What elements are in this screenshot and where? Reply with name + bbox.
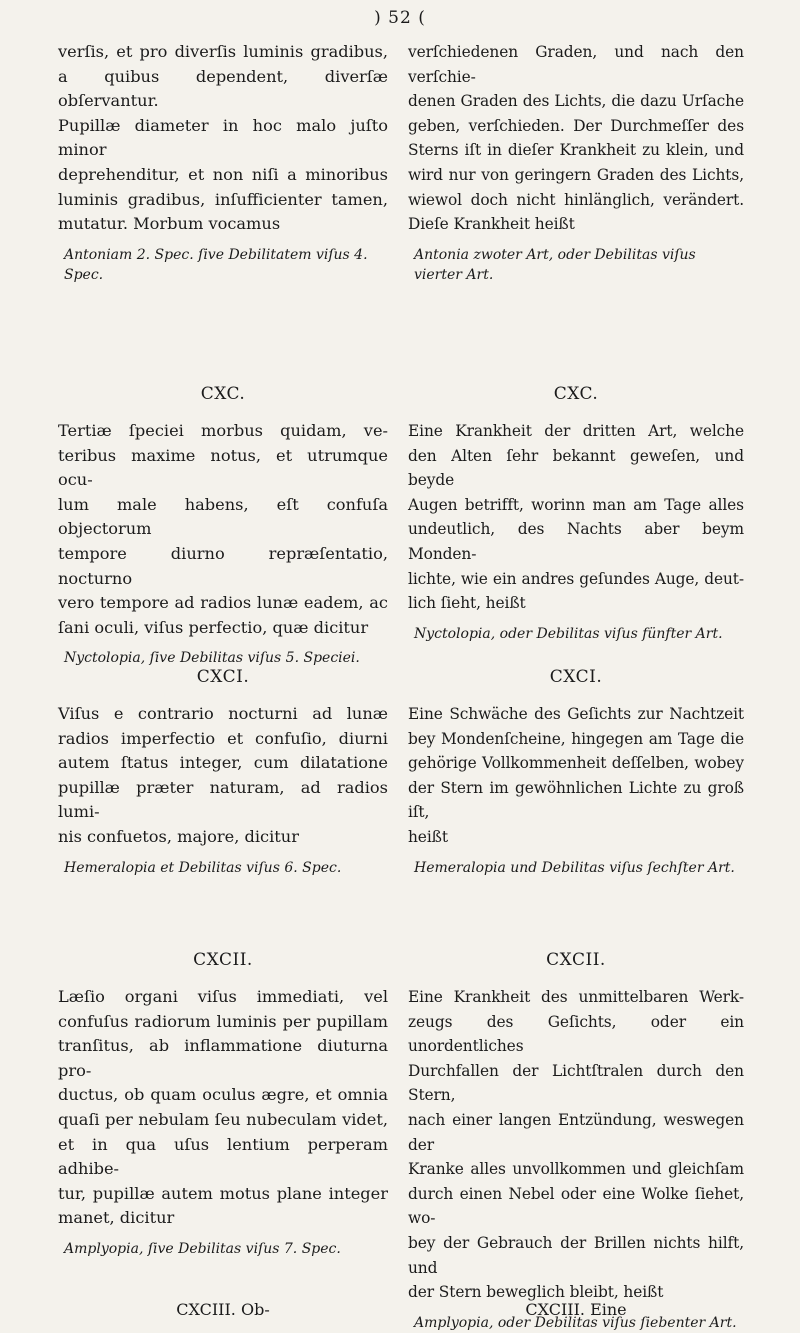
text-line: der Stern im gewöhnlichen Lichte zu groß iſt, bbox=[408, 778, 744, 822]
text-line: Eine Schwäche des Geſichts zur Nachtzeit bbox=[408, 705, 744, 723]
text-line: Viſus e contrario nocturni ad lunæ bbox=[58, 704, 388, 723]
text-line: ſani oculi, viſus perfectio, quæ dicitur bbox=[58, 617, 369, 637]
text-line: durch einen Nebel oder eine Wolke ſiehet, wo- bbox=[408, 1184, 744, 1228]
text-line: radios imperfectio et confuſio, diurni bbox=[58, 728, 388, 748]
text-line: undeutlich, des Nachts aber beym Monden- bbox=[408, 520, 744, 563]
page-number: ) 52 ( bbox=[374, 8, 426, 28]
section-heading: CXCII. bbox=[193, 950, 253, 970]
section-heading: CXC. bbox=[200, 384, 246, 404]
text-line: der Stern beweglich bleibt, heißt bbox=[408, 1283, 664, 1302]
section-0 bbox=[58, 40, 388, 345]
text-line: Læſio organi viſus immediati, vel bbox=[58, 987, 388, 1006]
section-heading: CXC. bbox=[553, 384, 599, 404]
text-line: pupillæ præter naturam, ad radios lumi- bbox=[58, 777, 388, 822]
text-line: nach einer langen Entzündung, weswegen der bbox=[408, 1110, 744, 1154]
text-line: ductus, ob quam oculus ægre, et omnia bbox=[58, 1085, 388, 1105]
text-line: Sterns iſt in dieſer Krankheit zu klein, und bbox=[408, 141, 744, 160]
section-heading: CXCII. bbox=[546, 950, 606, 970]
text-line: lichte, wie ein andres geſundes Auge, deut- bbox=[408, 569, 744, 588]
text-line: verſchiedenen Graden, und nach den verſchie- bbox=[408, 43, 744, 86]
text-line: teribus maxime notus, et utrumque ocu- bbox=[58, 445, 388, 490]
section-3 bbox=[58, 949, 388, 1274]
text-line: quaſi per nebulam ſeu nubeculam videt, bbox=[58, 1109, 388, 1129]
text-line: Tertiæ ſpeciei morbus quidam, ve- bbox=[58, 421, 388, 440]
text-line: bey Mondenſcheine, hingegen am Tage die bbox=[408, 729, 744, 748]
text-line: Dieſe Krankheit heißt bbox=[408, 215, 575, 234]
text-line: Augen betrifft, worinn man am Tage alles bbox=[408, 495, 744, 514]
text-line: tranſitus, ab inflammatione diuturna pro- bbox=[58, 1036, 388, 1080]
text-line: Kranke alles unvollkommen und gleichſam bbox=[408, 1160, 744, 1179]
disease-term: Amplyopia, ſive Debilitas viſus 7. Spec. bbox=[64, 1240, 341, 1257]
text-line: mutatur. Morbum vocamus bbox=[58, 214, 281, 234]
text-line: Durchfallen der Lichtſtralen durch den Stern, bbox=[408, 1061, 744, 1105]
section-2 bbox=[408, 666, 744, 911]
section-1 bbox=[58, 383, 388, 667]
text-line: lich ſieht, heißt bbox=[408, 594, 526, 613]
catchword: CXCIII. Eine bbox=[525, 1300, 627, 1319]
text-line: bey der Gebrauch der Brillen nichts hilft, und bbox=[408, 1233, 744, 1277]
text-line: gehörige Vollkommenheit deſſelben, wobey bbox=[408, 754, 744, 773]
text-line: Pupillæ diameter in hoc malo juſto minor bbox=[58, 115, 388, 160]
text-line: tempore diurno repræſentatio, nocturno bbox=[58, 543, 388, 588]
section-1 bbox=[408, 383, 744, 642]
disease-term: Amplyopia, oder Debilitas viſus ſiebenter Art. bbox=[414, 1314, 737, 1331]
catchword: CXCIII. Ob- bbox=[176, 1300, 270, 1319]
text-line: manet, dicitur bbox=[58, 1208, 175, 1228]
text-line: luminis gradibus, inſufficienter tamen, bbox=[58, 189, 388, 209]
section-2 bbox=[58, 666, 388, 911]
text-line: a quibus dependent, diverſæ obſervantur. bbox=[58, 66, 388, 111]
text-line: wiewol doch nicht hinlänglich, verändert. bbox=[408, 190, 744, 209]
disease-term: Hemeralopia et Debilitas viſus 6. Spec. bbox=[64, 859, 342, 876]
section-heading: CXCI. bbox=[196, 667, 250, 687]
text-line: wird nur von geringern Graden des Lichts, bbox=[408, 165, 744, 184]
section-0 bbox=[408, 40, 744, 345]
text-line: confuſus radiorum luminis per pupillam bbox=[58, 1011, 388, 1031]
disease-term: Nyctolopia, ſive Debilitas viſus 5. Speciei. bbox=[64, 650, 360, 667]
text-line: nis confuetos, majore, dicitur bbox=[58, 826, 299, 846]
disease-term: Antonia zwoter Art, oder Debilitas viſus vierter Art. bbox=[414, 246, 696, 283]
text-line: Eine Krankheit der dritten Art, welche bbox=[408, 422, 744, 440]
latin-column bbox=[58, 40, 388, 1319]
disease-term: Antoniam 2. Spec. ſive Debilitatem viſus 4. Spec. bbox=[64, 246, 368, 283]
text-line: et in qua uſus lentium perperam adhibe- bbox=[58, 1134, 388, 1179]
text-line: denen Graden des Lichts, die dazu Urſache bbox=[408, 92, 744, 111]
text-line: heißt bbox=[408, 827, 448, 846]
section-heading: CXCI. bbox=[549, 667, 603, 687]
text-line: zeugs des Geſichts, oder ein unordentliches bbox=[408, 1012, 744, 1056]
text-line: Eine Krankheit des unmittelbaren Werk- bbox=[408, 988, 744, 1006]
text-line: lum male habens, eſt confuſa objectorum bbox=[58, 494, 388, 539]
text-line: tur, pupillæ autem motus plane integer bbox=[58, 1183, 388, 1203]
text-line: den Alten ſehr bekannt geweſen, und beyde bbox=[408, 446, 744, 490]
text-line: deprehenditur, et non niſi a minoribus bbox=[58, 164, 388, 184]
disease-term: Hemeralopia und Debilitas viſus ſechſter Art. bbox=[414, 859, 735, 876]
text-line: verſis, et pro diverſis luminis gradibus, bbox=[58, 42, 388, 61]
text-line: geben, verſchieden. Der Durchmeſſer des bbox=[408, 116, 744, 135]
text-line: vero tempore ad radios lunæ eadem, ac bbox=[58, 593, 388, 613]
text-line: autem ſtatus integer, cum dilatatione bbox=[58, 753, 388, 773]
german-column bbox=[408, 40, 744, 1331]
disease-term: Nyctolopia, oder Debilitas viſus fünfter Art. bbox=[414, 625, 723, 642]
